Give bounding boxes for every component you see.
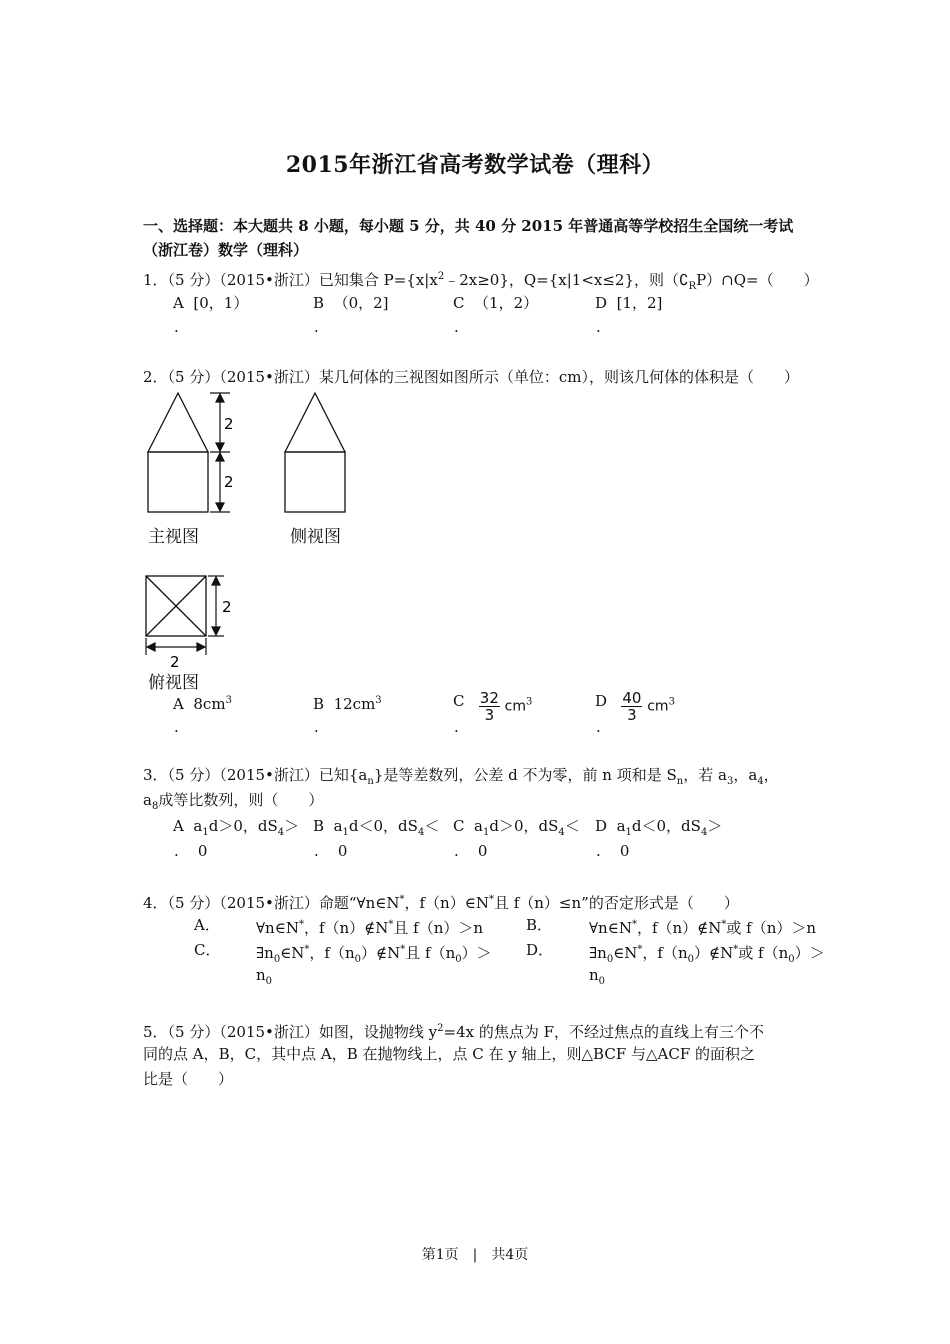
q3-option-c-cont: . 0	[454, 842, 488, 860]
q2-option-dot: .	[454, 718, 459, 736]
question-1-stem: 1．（5 分）（2015•浙江）已知集合 $P=\{x|x^2﹣2x\ge 0\}$，Q={x|1<x≤2}，则$(∁_RP)\cap Q=$（ ）	[143, 271, 819, 292]
front-view-label: 主视图	[148, 527, 199, 547]
question-2-stem: 2．（5 分）（2015•浙江）某几何体的三视图如图所示（单位：cm），则该几何体的体积是（ ）	[143, 368, 800, 386]
q2-option-a[interactable]: A $8cm^3$	[173, 695, 232, 713]
q4-option-a-label[interactable]: A．	[194, 916, 220, 934]
q1-option-dot: .	[454, 318, 459, 336]
q3-option-b-cont: . 0	[314, 842, 348, 860]
fraction: $\frac{32}{3}$	[479, 689, 499, 724]
q4-option-c[interactable]: $\exists n_0\in N^*$，$f(n_0)\notin N^*$且 $f(n_0)>$	[256, 944, 492, 965]
q2-option-c[interactable]: C $\frac{32}{3}$ $cm^3$	[453, 689, 533, 724]
q4-option-c-label[interactable]: C．	[194, 941, 221, 959]
question-5-stem-line3: 比是（ ）	[143, 1070, 234, 1088]
q3-option-b[interactable]: B $a_1d<0$，$dS_4<$	[313, 817, 440, 838]
question-3-stem-line2: $a_8$成等比数列，则（ ）	[143, 791, 324, 812]
dim-height-bottom: 2	[224, 473, 234, 491]
q1-option-a[interactable]: A [0，1）	[173, 294, 249, 312]
q3-option-a-cont: . 0	[174, 842, 208, 860]
q4-option-a[interactable]: ∀n∈N*，f（n）∉N*且 f（n）＞n	[256, 919, 484, 937]
q1-option-b[interactable]: B （0，2]	[313, 294, 389, 312]
top-view-label: 俯视图	[148, 673, 199, 693]
q1-option-dot: .	[174, 318, 179, 336]
q1-option-dot: .	[314, 318, 319, 336]
front-view-dimensions	[210, 393, 230, 512]
front-view	[148, 393, 208, 512]
q2-option-d[interactable]: D $\frac{40}{3}$ $cm^3$	[595, 689, 675, 724]
page-title: 2015年浙江省高考数学试卷（理科）	[285, 152, 665, 178]
q4-option-d-cont: $n_0$	[589, 966, 606, 987]
q2-option-dot: .	[174, 718, 179, 736]
top-view	[146, 576, 206, 636]
question-5-stem-line1: 5．（5 分）（2015•浙江）如图，设抛物线 $y^2=4x$ 的焦点为 F，不经过焦点的直线上有三个不	[143, 1023, 765, 1041]
q3-option-c[interactable]: C $a_1d>0$，$dS_4<$	[453, 817, 580, 838]
page-footer: 第1页 | 共4页	[421, 1247, 529, 1263]
q4-option-c-cont: $n_0$	[256, 966, 273, 987]
dim-square-width: 2	[170, 653, 180, 671]
side-view	[285, 393, 345, 512]
question-4-stem: 4．（5 分）（2015•浙江）命题“∀n∈N*，f（n）∈N*且 f（n）≤n”的否定形式是（ ）	[143, 894, 739, 912]
q4-option-d-label[interactable]: D．	[526, 941, 554, 959]
q1-option-d[interactable]: D [1，2]	[595, 294, 663, 312]
q2-option-dot: .	[596, 718, 601, 736]
side-view-label: 侧视图	[290, 527, 341, 547]
section-heading: 一、选择题：本大题共 8 小题，每小题 5 分，共 40 分 2015 年普通高等学校招生全国统一考试（浙江卷）数学（理科）	[143, 217, 794, 259]
fraction: $\frac{40}{3}$	[622, 689, 642, 724]
q3-option-a[interactable]: A $a_1d>0$，$dS_4>$	[173, 817, 300, 838]
q1-option-c[interactable]: C （1，2）	[453, 294, 539, 312]
q1-option-dot: .	[596, 318, 601, 336]
q3-option-d-cont: . 0	[596, 842, 630, 860]
dim-height-top: 2	[224, 415, 234, 433]
question-3-stem-line1: 3．（5 分）（2015•浙江）已知$\{a_n\}$是等差数列，公差 d 不为零，前 n 项和是 $S_n$，若 $a_3$，$a_4$，	[143, 766, 779, 787]
question-5-stem-line2: 同的点 A，B，C，其中点 A，B 在抛物线上，点 C 在 y 轴上，则△BCF 与△ACF 的面积之	[143, 1045, 756, 1063]
q4-option-d[interactable]: $\exists n_0\in N^*$，$f(n_0)\notin N^*$或 $f(n_0)>$	[589, 944, 825, 965]
q2-option-dot: .	[314, 718, 319, 736]
dim-square-height: 2	[222, 598, 232, 616]
q4-option-b-label[interactable]: B．	[526, 916, 553, 934]
q4-option-b[interactable]: ∀n∈N*，f（n）∉N*或 f（n）＞n	[589, 919, 817, 937]
q3-option-d[interactable]: D $a_1d<0$，$dS_4>$	[595, 817, 723, 838]
q2-option-b[interactable]: B $12cm^3$	[313, 695, 382, 713]
